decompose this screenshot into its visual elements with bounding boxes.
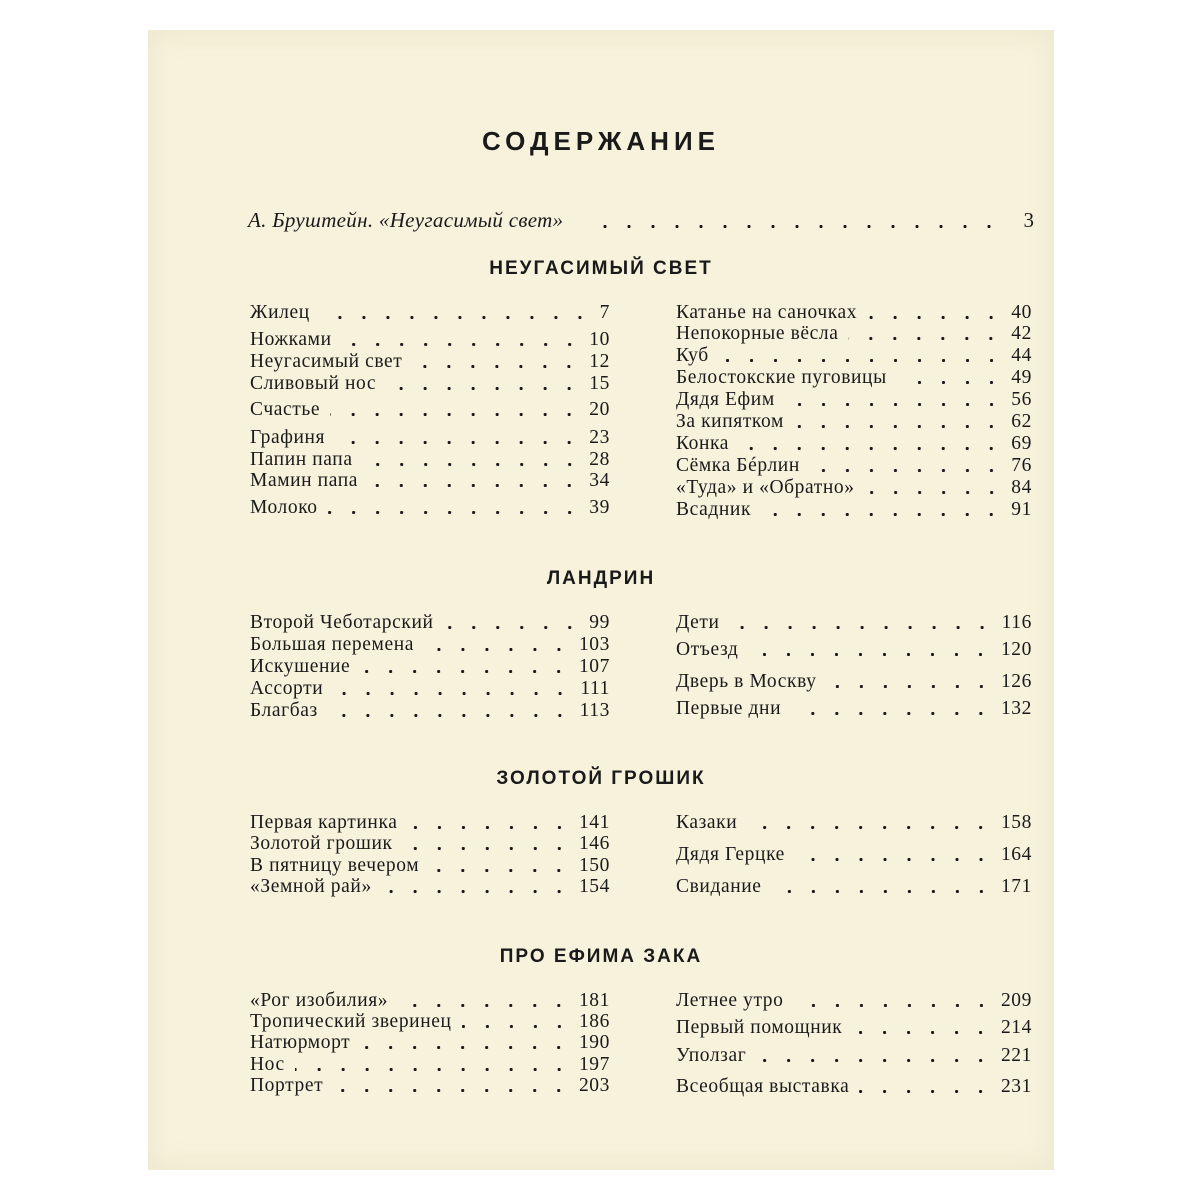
entry-title: За кипятком xyxy=(676,411,784,432)
entry-title: Большая перемена xyxy=(250,634,415,655)
leader-dots xyxy=(424,648,571,651)
entry-title: Летнее утро xyxy=(676,990,784,1011)
toc-entry[interactable] xyxy=(250,612,610,634)
leader-dots xyxy=(748,653,992,656)
toc-entry[interactable] xyxy=(676,1017,1032,1039)
leader-dots xyxy=(363,463,582,466)
entry-title: Счастье xyxy=(250,399,321,420)
toc-entry[interactable] xyxy=(250,855,610,877)
entry-title: Графиня xyxy=(250,427,326,448)
entry-page-number: 91 xyxy=(1011,499,1032,520)
entry-page-number: 171 xyxy=(1000,876,1032,897)
leader-dots xyxy=(412,365,581,368)
intro-page-number: 3 xyxy=(1023,208,1034,232)
toc-entry[interactable] xyxy=(676,639,1032,661)
entry-title: Первый помощник xyxy=(676,1017,843,1038)
leader-dots xyxy=(368,484,581,487)
entry-page-number: 181 xyxy=(578,990,610,1011)
toc-entry[interactable] xyxy=(676,876,1032,898)
leader-dots xyxy=(320,316,592,319)
section-title: ЛАНДРИН xyxy=(546,568,656,589)
entry-title: Сёмка Бéрлин xyxy=(676,455,800,476)
entry-page-number: 132 xyxy=(1000,698,1032,719)
page-title: СОДЕРЖАНИЕ xyxy=(482,126,720,156)
entry-page-number: 146 xyxy=(578,833,610,854)
entry-page-number: 56 xyxy=(1011,389,1032,410)
entry-page-number: 44 xyxy=(1011,345,1032,366)
entry-title: Благбаз xyxy=(250,700,318,721)
entry-title: Катанье на саночках xyxy=(676,302,858,323)
entry-title: Золотой грошик xyxy=(250,833,393,854)
toc-entry[interactable] xyxy=(250,700,610,722)
entry-page-number: 126 xyxy=(1000,671,1032,692)
entry-title: «Туда» и «Обратно» xyxy=(676,477,855,498)
toc-entry[interactable] xyxy=(676,612,1032,634)
intro-entry xyxy=(248,208,1034,233)
entry-title: Белостокские пуговицы xyxy=(676,367,887,388)
entry-title: Отъезд xyxy=(676,639,739,660)
leader-dots xyxy=(360,1046,571,1049)
entry-title: Первая картинка xyxy=(250,812,398,833)
entry-page-number: 39 xyxy=(589,497,610,518)
leader-dots xyxy=(827,685,993,688)
entry-title: «Земной рай» xyxy=(250,876,372,897)
entry-title: Тропический зверинец xyxy=(250,1011,452,1032)
leader-dots xyxy=(865,491,1004,494)
entry-title: Второй Чеботарский xyxy=(250,612,434,633)
entry-title: В пятницу вечером xyxy=(250,855,420,876)
leader-dots xyxy=(810,469,1003,472)
leader-dots xyxy=(429,869,571,872)
entry-page-number: 99 xyxy=(589,612,610,633)
section-title: НЕУГАСИМЫЙ СВЕТ xyxy=(489,258,713,279)
toc-entry[interactable] xyxy=(676,433,1032,455)
section-title: ПРО ЕФИМА ЗАКА xyxy=(499,946,703,967)
entry-page-number: 107 xyxy=(578,656,610,677)
entry-page-number: 221 xyxy=(1000,1045,1032,1066)
toc-entry[interactable] xyxy=(676,698,1032,720)
entry-page-number: 34 xyxy=(589,470,610,491)
entry-title: Натюрморт xyxy=(250,1032,351,1053)
entry-title: Дядя Ефим xyxy=(676,389,775,410)
entry-page-number: 23 xyxy=(589,427,610,448)
entry-page-number: 214 xyxy=(1000,1017,1032,1038)
leader-dots xyxy=(328,511,582,514)
leader-dots xyxy=(794,425,1003,428)
toc-entry[interactable] xyxy=(250,634,610,656)
book-page xyxy=(148,30,1054,1170)
entry-page-number: 20 xyxy=(589,399,610,420)
entry-title: Всеобщая выставка xyxy=(676,1076,850,1097)
leader-dots xyxy=(772,890,993,893)
toc-entry[interactable] xyxy=(250,990,610,1012)
entry-title: Свидание xyxy=(676,876,762,897)
toc-entry[interactable] xyxy=(676,1045,1032,1067)
entry-title: Жилец xyxy=(250,302,310,323)
entry-title: Казаки xyxy=(676,812,738,833)
toc-entry[interactable] xyxy=(250,470,610,492)
toc-entry[interactable] xyxy=(250,302,610,324)
leader-dots xyxy=(719,359,1004,362)
leader-dots xyxy=(747,826,993,829)
entry-page-number: 10 xyxy=(589,329,610,350)
entry-title: Сливовый нос xyxy=(250,373,377,394)
leader-dots xyxy=(730,626,994,629)
toc-entry[interactable] xyxy=(250,329,610,351)
leader-dots xyxy=(739,447,1003,450)
toc-entry[interactable] xyxy=(250,497,610,519)
toc-entry[interactable] xyxy=(250,449,610,471)
entry-page-number: 84 xyxy=(1011,477,1032,498)
leader-dots xyxy=(403,847,571,850)
leader-dots xyxy=(867,316,1003,319)
toc-entry[interactable] xyxy=(676,411,1032,433)
entry-title: «Рог изобилия» xyxy=(250,990,389,1011)
toc-entry[interactable] xyxy=(250,876,610,898)
entry-page-number: 150 xyxy=(578,855,610,876)
entry-page-number: 203 xyxy=(578,1075,610,1096)
toc-entry[interactable] xyxy=(676,302,1032,324)
entry-title: Первые дни xyxy=(676,698,782,719)
leader-dots xyxy=(852,1031,993,1034)
leader-dots xyxy=(342,343,582,346)
toc-entry[interactable] xyxy=(676,477,1032,499)
entry-page-number: 120 xyxy=(1000,639,1032,660)
toc-entry[interactable] xyxy=(676,389,1032,411)
leader-dots xyxy=(795,858,993,861)
leader-dots xyxy=(382,890,571,893)
entry-title: Папин папа xyxy=(250,449,353,470)
entry-page-number: 40 xyxy=(1011,302,1032,323)
entry-page-number: 69 xyxy=(1011,433,1032,454)
leader-dots xyxy=(386,387,581,390)
entry-page-number: 15 xyxy=(589,373,610,394)
toc-entry[interactable] xyxy=(250,1032,610,1054)
entry-page-number: 197 xyxy=(578,1054,610,1075)
toc-entry[interactable] xyxy=(676,844,1032,866)
toc-entry[interactable] xyxy=(250,351,610,373)
toc-entry[interactable] xyxy=(250,373,610,395)
toc-entry[interactable] xyxy=(250,812,610,834)
entry-title: Молоко xyxy=(250,497,318,518)
leader-dots xyxy=(791,712,993,715)
leader-dots xyxy=(848,337,1003,340)
leader-dots xyxy=(444,626,582,629)
entry-page-number: 28 xyxy=(589,449,610,470)
toc-entry[interactable] xyxy=(676,455,1032,477)
intro-title: А. Бруштейн. «Неугасимый свет» xyxy=(248,208,564,232)
toc-entry[interactable] xyxy=(676,1076,1032,1098)
entry-title: Дверь в Москву xyxy=(676,671,817,692)
toc-entry[interactable] xyxy=(250,833,610,855)
entry-title: Конка xyxy=(676,433,730,454)
entry-page-number: 186 xyxy=(578,1011,610,1032)
leader-dots xyxy=(408,826,571,829)
entry-page-number: 190 xyxy=(578,1032,610,1053)
toc-entry[interactable] xyxy=(676,345,1032,367)
entry-title: Дети xyxy=(676,612,720,633)
entry-page-number: 111 xyxy=(580,678,610,699)
entry-page-number: 12 xyxy=(589,351,610,372)
toc-entry[interactable] xyxy=(676,499,1032,521)
entry-page-number: 113 xyxy=(579,700,610,721)
entry-page-number: 141 xyxy=(578,812,610,833)
entry-page-number: 158 xyxy=(1000,812,1032,833)
entry-title: Искушение xyxy=(250,656,351,677)
leader-dots xyxy=(593,225,1009,228)
entry-page-number: 209 xyxy=(1000,990,1032,1011)
leader-dots xyxy=(756,1059,993,1062)
leader-dots xyxy=(328,714,572,717)
leader-dots xyxy=(761,513,1003,516)
leader-dots xyxy=(330,413,581,416)
entry-page-number: 42 xyxy=(1011,323,1032,344)
entry-title: Нос xyxy=(250,1054,285,1075)
section-title: ЗОЛОТОЙ ГРОШИК xyxy=(496,768,706,789)
toc-entry[interactable] xyxy=(676,990,1032,1012)
toc-entry[interactable] xyxy=(250,1054,610,1076)
entry-title: Неугасимый свет xyxy=(250,351,403,372)
leader-dots xyxy=(794,1004,993,1007)
entry-page-number: 164 xyxy=(1000,844,1032,865)
entry-title: Мамин папа xyxy=(250,470,359,491)
toc-entry[interactable] xyxy=(250,399,610,421)
leader-dots xyxy=(333,692,572,695)
entry-page-number: 154 xyxy=(578,876,610,897)
leader-dots xyxy=(295,1068,571,1071)
toc-entry[interactable] xyxy=(250,1011,610,1033)
entry-page-number: 103 xyxy=(578,634,610,655)
toc-entry[interactable] xyxy=(676,367,1032,389)
toc-entry[interactable] xyxy=(250,678,610,700)
leader-dots xyxy=(398,1004,571,1007)
entry-page-number: 62 xyxy=(1011,411,1032,432)
toc-entry[interactable] xyxy=(250,656,610,678)
entry-page-number: 49 xyxy=(1011,367,1032,388)
leader-dots xyxy=(335,441,581,444)
entry-page-number: 76 xyxy=(1011,455,1032,476)
toc-entry[interactable] xyxy=(676,812,1032,834)
toc-entry[interactable] xyxy=(250,427,610,449)
entry-page-number: 231 xyxy=(1000,1076,1032,1097)
toc-entry[interactable] xyxy=(676,671,1032,693)
entry-title: Непокорные вёсла xyxy=(676,323,839,344)
toc-entry[interactable] xyxy=(676,323,1032,345)
leader-dots xyxy=(333,1089,571,1092)
leader-dots xyxy=(360,670,571,673)
entry-title: Куб xyxy=(676,345,709,366)
entry-title: Ножками xyxy=(250,329,332,350)
leader-dots xyxy=(785,403,1004,406)
entry-page-number: 116 xyxy=(1001,612,1032,633)
entry-page-number: 7 xyxy=(599,302,610,323)
entry-title: Портрет xyxy=(250,1075,324,1096)
entry-title: Уползаг xyxy=(676,1045,747,1066)
entry-title: Дядя Герцке xyxy=(676,844,785,865)
leader-dots xyxy=(897,381,1003,384)
toc-entry[interactable] xyxy=(250,1075,610,1097)
leader-dots xyxy=(462,1025,571,1028)
entry-title: Всадник xyxy=(676,499,752,520)
entry-title: Ассорти xyxy=(250,678,324,699)
leader-dots xyxy=(859,1090,993,1093)
